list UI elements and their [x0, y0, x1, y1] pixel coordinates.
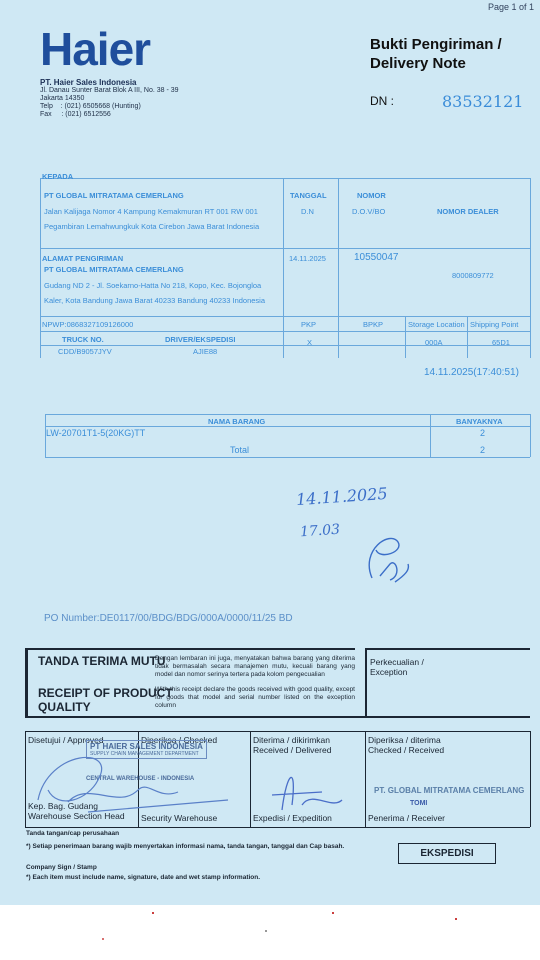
banyaknya-header: BANYAKNYA	[456, 417, 503, 426]
nomor-sub: D.O.V/BO	[352, 207, 386, 216]
checked-received-label: Diperiksa / diterima Checked / Received	[368, 735, 445, 755]
document-title: Bukti Pengiriman / Delivery Note	[370, 36, 502, 72]
security-label: Security Warehouse	[141, 813, 218, 823]
do-number: 10550047	[354, 252, 399, 263]
speck	[102, 938, 104, 940]
footer-sign-id: Tanda tangan/cap perusahaan	[26, 830, 120, 837]
recipient-address-2: Pegambiran Lemahwungkuk Kota Cirebon Jawa Barat Indonesia	[44, 222, 260, 231]
item-qty: 2	[480, 428, 486, 438]
receiver-stamp: PT. GLOBAL MITRATAMA CEMERLANG	[374, 786, 525, 795]
recipient-name: PT GLOBAL MITRATAMA CEMERLANG	[44, 191, 184, 200]
shipping-address-2: Kaler, Kota Bandung Jawa Barat 40233 Bandung 40233 Indonesia	[44, 296, 266, 305]
npwp: NPWP:0868327109126000	[42, 320, 134, 329]
shipping-address-1: Gudang ND 2 - Jl. Soekarno-Hatta No 218, Kopo, Kec. Bojongloa	[44, 281, 262, 290]
pkp-value: X	[307, 338, 313, 347]
expedition-signature	[262, 760, 352, 820]
dn-number: 83532121	[442, 92, 524, 111]
approval-signatures	[28, 740, 238, 820]
receipt-title-id: TANDA TERIMA MUTU	[38, 654, 166, 668]
recipient-address-1: Jalan Kalijaga Nomor 4 Kampung Kemakmuran RT 001 RW 001	[44, 207, 258, 216]
shipping-date: 14.11.2025	[289, 254, 326, 263]
expedition-label: Expedisi / Expedition	[253, 813, 332, 823]
handwritten-date: 14.11.2025	[295, 483, 389, 510]
alamat-label: ALAMAT PENGIRIMAN	[42, 254, 124, 263]
company-name: PT. Haier Sales Indonesia	[40, 78, 137, 87]
shipping-name: PT GLOBAL MITRATAMA CEMERLANG	[44, 265, 184, 274]
dn-label: DN :	[370, 94, 394, 108]
truck-label: TRUCK NO.	[62, 335, 104, 344]
driver-label: DRIVER/EKSPEDISI	[165, 335, 236, 344]
footer-note-id: *) Setiap penerimaan barang wajib menyertakan informasi nama, tanda tangan, tanggal dan Cap basah.	[26, 843, 345, 850]
footer-note-en: *) Each item must include name, signature, date and wet stamp information.	[26, 874, 261, 881]
footer-sign-en: Company Sign / Stamp	[26, 864, 97, 871]
section-head-label: Kep. Bag. Gudang Warehouse Section Head	[28, 801, 125, 821]
pkp-label: PKP	[301, 320, 317, 329]
nomor-label: NOMOR	[357, 191, 386, 200]
delivered-label: Diterima / dikirimkan Received / Delivered	[253, 735, 332, 755]
nama-barang-header: NAMA BARANG	[208, 417, 266, 426]
item-name: LW-20701T1-5(20KG)TT	[46, 428, 146, 438]
page-number: Page 1 of 1	[487, 2, 534, 12]
signature-scribble	[350, 520, 420, 590]
receiver-stamp-name: TOMI	[410, 800, 428, 807]
approved-label: Disetujui / Approved	[28, 735, 104, 745]
storage-location-label: Storage Location	[408, 320, 465, 329]
company-address: Jl. Danau Sunter Barat Blok A III, No. 38 - 39 Jakarta 14350 Telp : (021) 6505668 (Hunting) Fax : (021) 6512556	[40, 87, 179, 118]
kepada-label: KEPADA	[42, 172, 74, 181]
checked-label: Diperiksa / Checked	[141, 735, 218, 745]
truck-number: CDD/B9057JYV	[58, 347, 112, 356]
speck	[265, 930, 267, 932]
receipt-text-id: Dengan lembaran ini juga, menyatakan bahwa barang yang diterima tidak bermasalah secara manajemen mutu, kecuali barang yang model dan nomor serinya tertera pada kolom pengecualian	[155, 655, 355, 678]
storage-value: 000A	[425, 338, 443, 347]
driver-name: AJIE88	[193, 347, 218, 356]
total-label: Total	[230, 445, 250, 455]
speck	[455, 918, 457, 920]
speck	[332, 912, 334, 914]
haier-logo: Haier	[40, 23, 151, 75]
print-timestamp: 14.11.2025(17:40:51)	[424, 367, 519, 378]
receipt-title-en: RECEIPT OF PRODUCT QUALITY	[38, 686, 173, 714]
handwritten-time: 17.03	[299, 521, 341, 541]
receipt-text-en: With this receipt declare the goods received with good quality, except for goods that model and serial number listed on the exception column	[155, 686, 355, 709]
bpkp-label: BPKP	[363, 320, 384, 329]
po-number: PO Number:DE0117/00/BDG/BDG/000A/0000/11/25 BD	[44, 613, 293, 624]
dealer-number: 8000809772	[452, 271, 494, 280]
shipping-value: 65D1	[492, 338, 510, 347]
exception-label: Perkecualian / Exception	[370, 657, 424, 677]
nomor-dealer-label: NOMOR DEALER	[437, 207, 499, 216]
shipping-point-label: Shipping Point	[470, 320, 519, 329]
haier-stamp: PT HAIER SALES INDONESIA SUPPLY CHAIN MANAGEMENT DEPARTMENT	[86, 740, 207, 759]
total-qty: 2	[480, 445, 486, 455]
receiver-label: Penerima / Receiver	[368, 813, 446, 823]
speck	[152, 912, 154, 914]
tanggal-label: TANGGAL	[290, 191, 327, 200]
tanggal-sub: D.N	[301, 207, 314, 216]
ekspedisi-box: EKSPEDISI	[398, 843, 496, 864]
warehouse-stamp: CENTRAL WAREHOUSE - INDONESIA	[86, 776, 195, 782]
